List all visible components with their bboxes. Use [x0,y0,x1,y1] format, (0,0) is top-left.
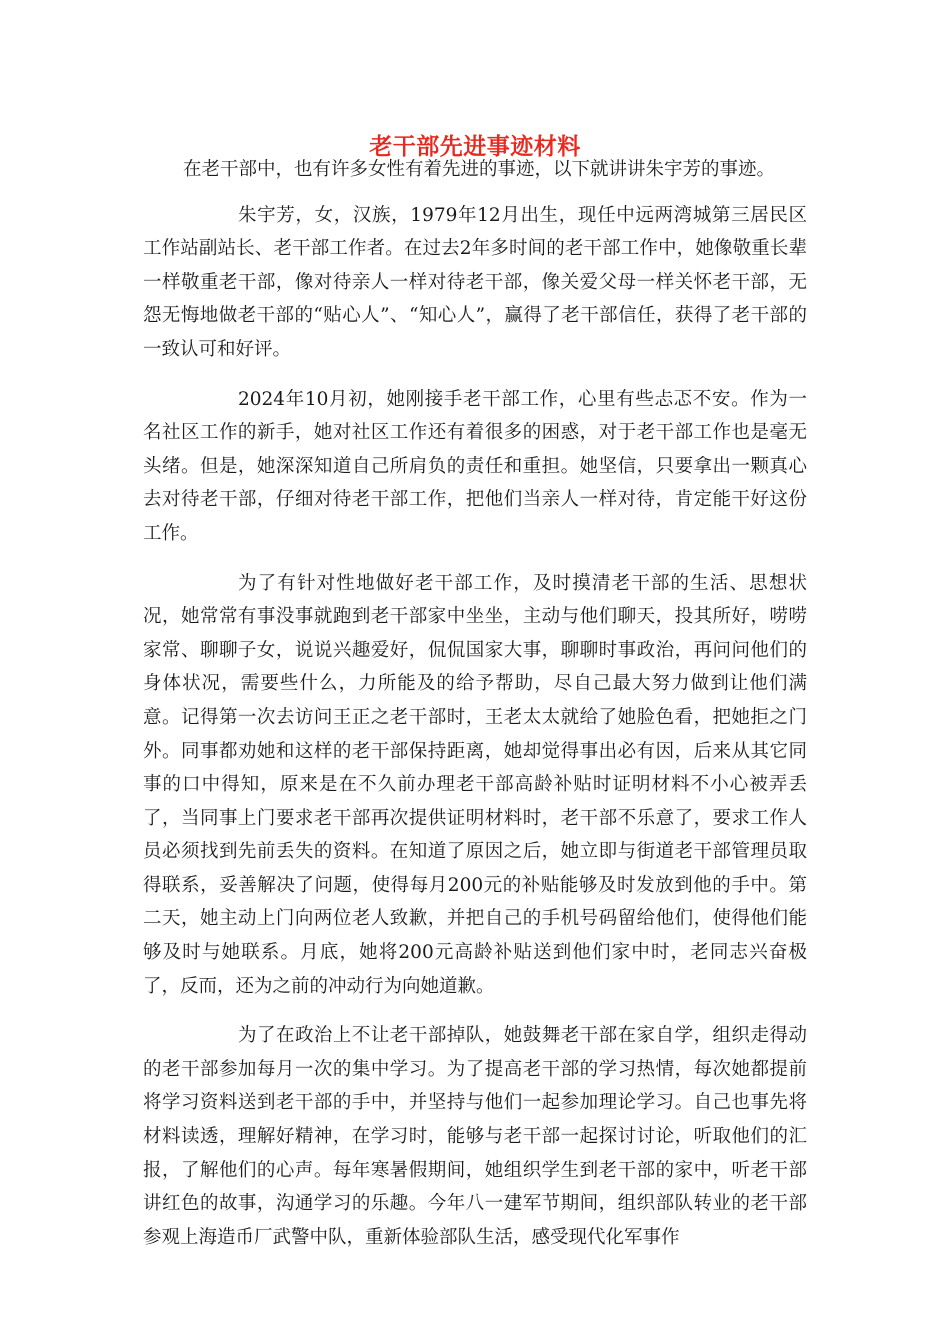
paragraph-4: 为了在政治上不让老干部掉队，她鼓舞老干部在家自学，组织走得动的老干部参加每月一次的集中学习。为了提高老干部的学习热情，每次她都提前将学习资料送到老干部的手中，并坚持与他们一起参加理论学习。自己也事先将材料读透，理解好精神，在学习时，能够与老干部一起探讨讨论，听取他们的汇报，了解他们的心声。每年寒暑假期间，她组织学生到老干部的家中，听老干部讲红色的故事，沟通学习的乐趣。今年八一建军节期间，组织部队转业的老干部参观上海造币厂武警中队，重新体验部队生活，感受现代化军事作 [143,1025,807,1248]
intro-paragraph: 在老干部中，也有许多女性有着先进的事迹，以下就讲讲朱宇芳的事迹。 [183,159,776,180]
paragraph-3: 为了有针对性地做好老干部工作，及时摸清老干部的生活、思想状况，她常常有事没事就跑到老干部家中坐坐，主动与他们聊天，投其所好，唠唠家常、聊聊子女，说说兴趣爱好，侃侃国家大事，聊聊时事政治，再问问他们的身体状况，需要些什么，力所能及的给予帮助，尽自己最大努力做到让他们满意。记得第一次去访问王正之老干部时，王老太太就给了她脸色看，把她拒之门外。同事都劝她和这样的老干部保持距离，她却觉得事出必有因，后来从其它同事的口中得知，原来是在不久前办理老干部高龄补贴时证明材料不小心被弄丢了，当同事上门要求老干部再次提供证明材料时，老干部不乐意了，要求工作人员必须找到先前丢失的资料。在知道了原因之后，她立即与街道老干部管理员取得联系，妥善解决了问题，使得每月200元的补贴能够及时发放到他的手中。第二天，她主动上门向两位老人致歉，并把自己的手机号码留给他们，使得他们能够及时与她联系。月底，她将200元高龄补贴送到他们家中时，老同志兴奋极了，反而，还为之前的冲动行为向她道歉。 [143,572,807,997]
document-title: 老干部先进事迹材料 [369,134,581,161]
document-body [143,153,807,1254]
paragraph-2: 2024年10月初，她刚接手老干部工作，心里有些忐忑不安。作为一名社区工作的新手，她对社区工作还有着很多的困惑，对于老干部工作也是毫无头绪。但是，她深深知道自己所肩负的责任和重担。她坚信，只要拿出一颗真心去对待老干部，仔细对待老干部工作，把他们当亲人一样对待，肯定能干好这份工作。 [143,388,807,544]
paragraph-1: 朱宇芳，女，汉族，1979年12月出生，现任中远两湾城第三居民区工作站副站长、老干部工作者。在过去2年多时间的老干部工作中，她像敬重长辈一样敬重老干部，像对待亲人一样对待老干部，像关爱父母一样关怀老干部，无怨无悔地做老干部的“贴心人”、“知心人”，赢得了老干部信任，获得了老干部的一致认可和好评。 [143,204,807,360]
